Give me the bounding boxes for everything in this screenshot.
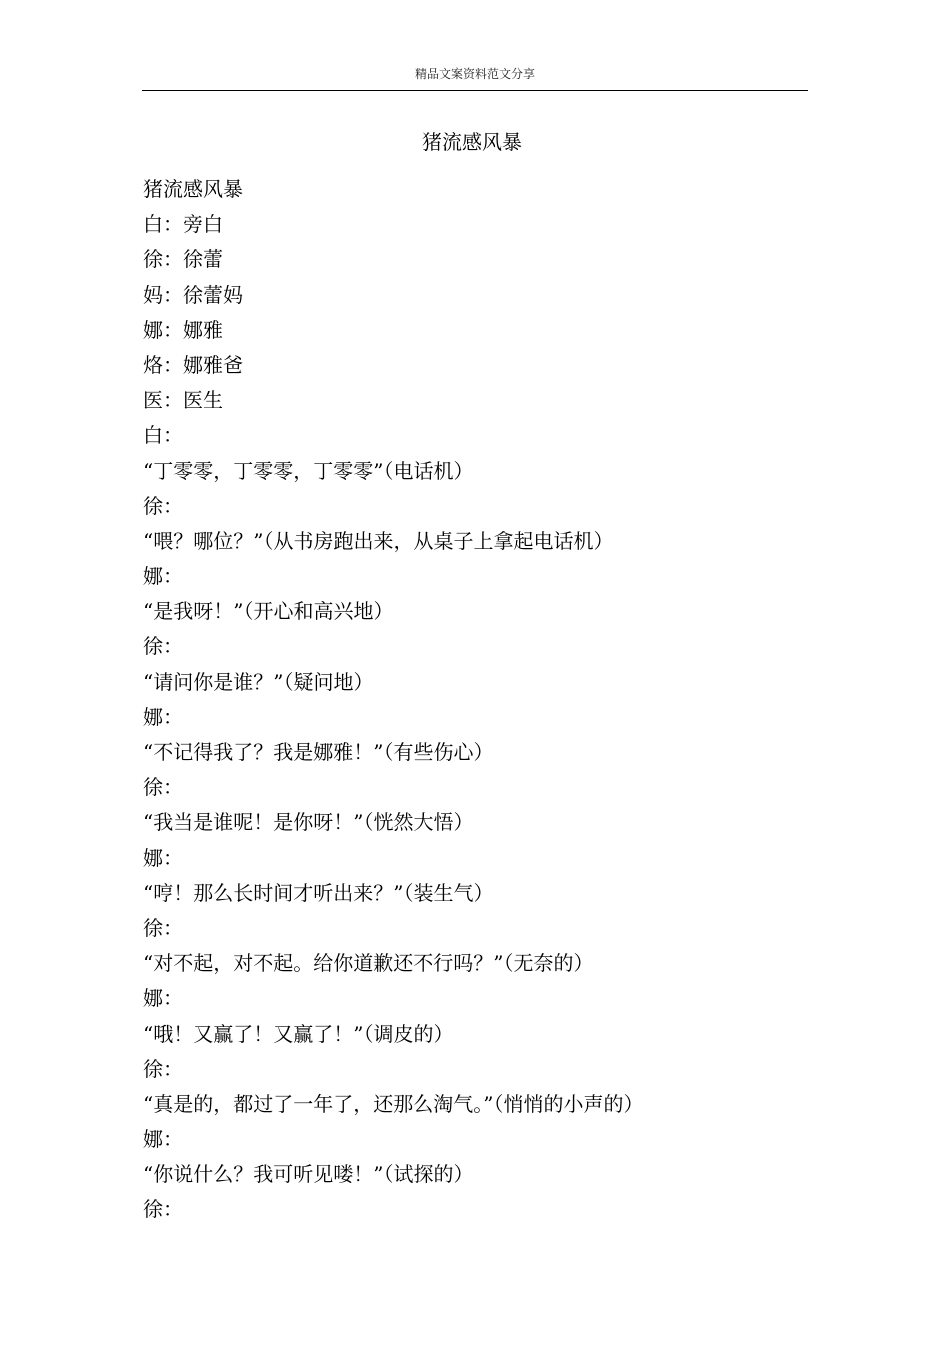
script-line: 白： [143,423,183,448]
header-rule [142,90,808,91]
script-line: “哦！又赢了！又赢了！”（调皮的） [143,1021,454,1046]
script-line: “你说什么？我可听见喽！”（试探的） [143,1162,474,1187]
script-line: 娜：娜雅 [143,317,223,342]
script-line: “喂？哪位？”（从书房跑出来，从桌子上拿起电话机） [143,528,614,553]
script-line: 娜： [143,986,183,1011]
script-line: 妈：徐蕾妈 [143,282,243,307]
script-line: 徐：徐蕾 [143,247,223,272]
script-line: “真是的，都过了一年了，还那么淘气。”（悄悄的小声的） [143,1091,644,1116]
script-line: “不记得我了？我是娜雅！”（有些伤心） [143,740,494,764]
script-line: “我当是谁呢！是你呀！”（恍然大悟） [143,810,474,835]
document-title: 猪流感风暴 [422,130,522,154]
script-line: “是我呀！”（开心和高兴地） [143,599,394,624]
script-line: 徐： [143,493,183,518]
script-line: “哼！那么长时间才听出来？”（装生气） [143,880,494,905]
running-header: 精品文案资料范文分享 [414,67,535,81]
script-line: “对不起，对不起。给你道歉还不行吗？”（无奈的） [143,951,594,976]
script-line: 徐： [143,1056,183,1081]
script-line: 烙：娜雅爸 [143,352,243,377]
script-line: 娜： [143,1127,183,1152]
script-line: “请问你是谁？”（疑问地） [143,669,374,694]
script-line: 娜： [143,704,183,729]
script-body [143,172,823,1228]
script-line: 徐： [143,915,183,940]
script-line: 医：医生 [143,388,223,413]
script-line: 徐： [143,1197,183,1222]
script-line: 猪流感风暴 [143,177,243,201]
script-line: 白：旁白 [143,212,223,237]
script-line: 娜： [143,845,183,870]
script-line: 娜： [143,564,183,589]
script-line: 徐： [143,775,183,800]
script-line: 徐： [143,634,183,659]
script-line: “丁零零，丁零零，丁零零”（电话机） [143,458,474,483]
